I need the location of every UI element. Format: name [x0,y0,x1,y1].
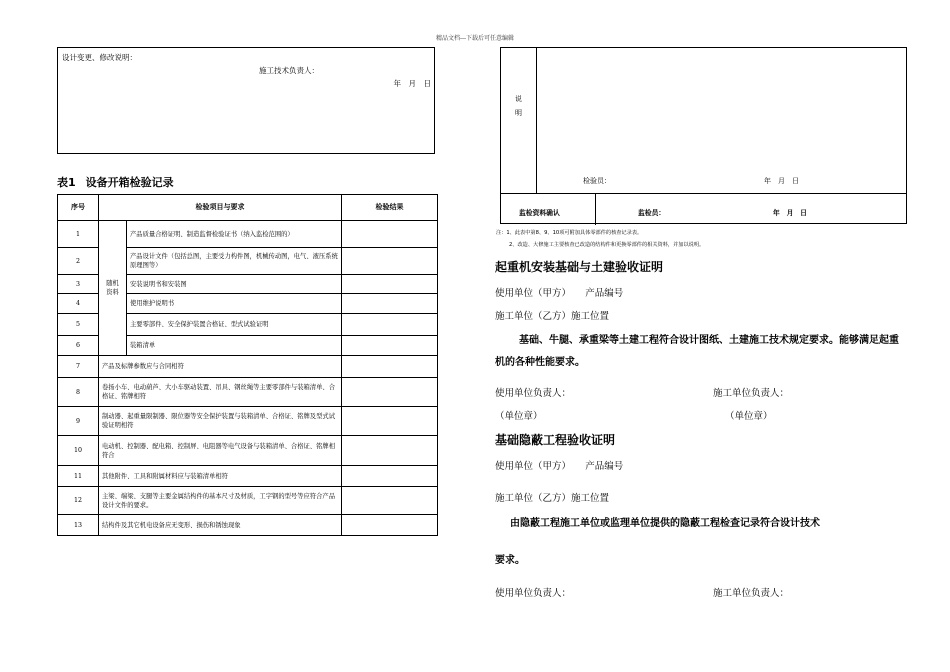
table-title [57,174,184,190]
row-result[interactable] [342,248,438,275]
cert1-seal-left: （单位章） [495,411,543,422]
page-header: 精品文档---下载后可任意编辑 [435,35,515,42]
row-result[interactable] [342,336,438,356]
cert1-builder-resp: 施工单位负责人： [713,388,790,399]
row-result[interactable] [342,487,438,515]
table-row [58,466,438,487]
design-change-box [57,47,435,154]
row-result[interactable] [342,221,438,248]
row-text: 产品设计文件（包括总图，主要受力构件图，机械传动图，电气、液压系统原理图等） [127,248,342,275]
table-header-row [58,195,438,221]
row-seq: 4 [58,294,99,314]
table-number: 表1 [57,176,76,189]
table-title-text: 设备开箱检验记录 [85,176,174,189]
cert2-builder-line: 施工单位（乙方）施工位置 [495,493,610,504]
cert1-title: 起重机安装基础与土建验收证明 [495,260,664,274]
col-seq-header: 序号 [58,195,99,221]
inspection-table [57,194,438,536]
explanation-box [500,47,907,224]
inspector-label: 检验员： [583,177,611,185]
row-seq: 7 [58,356,99,378]
cert2-body-line2: 要求。 [495,555,525,566]
row-result[interactable] [342,314,438,336]
table-row [58,407,438,436]
row-text: 制动器、起重量限制器、限位器等安全保护装置与装箱清单、合格证、铭牌及型式试验证明相符 [99,407,342,436]
supervision-confirm-label: 监检资料确认 [519,209,560,217]
row-seq: 6 [58,336,99,356]
row-text: 安装说明书和安装图 [127,275,342,294]
tech-person-label: 施工技术负责人： [259,66,319,75]
row-text: 主梁、端梁、支腿等主要金属结构件的基本尺寸及材质，工字钢的型号等应符合产品设计文件的要求。 [99,487,342,515]
table-row [58,378,438,407]
row-result[interactable] [342,275,438,294]
row-result[interactable] [342,466,438,487]
divider [536,48,537,193]
cert1-user-line: 使用单位（甲方） 产品编号 [495,288,624,299]
design-change-label: 设计变更、修改说明： [62,53,137,62]
note-line: 注：1、此表中第8、9、10项可附加具体零部件的核查记录表。 [496,230,643,236]
explanation-label: 说 明 [515,95,522,117]
cert1-builder-line: 施工单位（乙方）施工位置 [495,311,610,322]
cert2-user-resp: 使用单位负责人： [495,588,572,599]
cert1-seal-right: （单位章） [725,411,773,422]
cert2-builder-resp: 施工单位负责人： [713,588,790,599]
row-result[interactable] [342,515,438,536]
row-result[interactable] [342,356,438,378]
row-result[interactable] [342,294,438,314]
table-row [58,221,438,248]
row-text: 主要零部件、安全保护装置合格证、型式试验证明 [127,314,342,336]
row-text: 产品及标牌参数应与合同相符 [99,356,342,378]
row-text: 结构件及其它机电设备应无变形、损伤和锈蚀现象 [99,515,342,536]
row-seq: 1 [58,221,99,248]
row-result[interactable] [342,407,438,436]
date-label: 年 月 日 [773,209,807,217]
row-result[interactable] [342,436,438,466]
table-row [58,436,438,466]
supervisor-label: 监检员： [638,209,666,217]
col-result-header: 检验结果 [342,195,438,221]
table-row [58,487,438,515]
note-line: 2、改造、大修施工主要核查已改造的结构件和更换零部件的相关资料，并加以说明。 [509,242,705,248]
row-text: 电动机、控制器、配电箱、控制屏、电阻器等电气设备与装箱清单、合格证、铭牌相符合 [99,436,342,466]
row-seq: 11 [58,466,99,487]
row-text: 装箱清单 [127,336,342,356]
cert2-title: 基础隐蔽工程验收证明 [495,433,616,447]
row-text: 使用维护说明书 [127,294,342,314]
row-seq: 3 [58,275,99,294]
cert1-user-resp: 使用单位负责人： [495,388,572,399]
cert2-body-line1: 由隐蔽工程施工单位或监理单位提供的隐蔽工程检查记录符合设计技术 [510,518,820,529]
row-seq: 13 [58,515,99,536]
row-seq: 12 [58,487,99,515]
row-seq: 5 [58,314,99,336]
group-label: 随机 资料 [99,221,127,356]
date-label: 年 月 日 [764,177,799,185]
row-seq: 10 [58,436,99,466]
cert1-body: 基础、牛腿、承重梁等土建工程符合设计图纸、土建施工技术规定要求。能够满足起重机的各种性能要求。 [495,335,899,368]
col-item-header: 检验项目与要求 [99,195,342,221]
date-label: 年 月 日 [393,79,431,88]
cert2-user-line: 使用单位（甲方） 产品编号 [495,461,624,472]
divider [595,193,596,225]
row-text: 其他附件、工具和附属材料应与装箱清单相符 [99,466,342,487]
table-row [58,515,438,536]
divider [501,193,906,194]
table-row [58,356,438,378]
row-result[interactable] [342,378,438,407]
row-seq: 2 [58,248,99,275]
row-seq: 8 [58,378,99,407]
row-seq: 9 [58,407,99,436]
row-text: 产品质量合格证明、制造监督检验证书（纳入监检范围的） [127,221,342,248]
row-text: 卷扬小车、电动葫芦、大小车驱动装置、吊具、钢丝绳等主要零部件与装箱清单、合格证、铭牌相符 [99,378,342,407]
